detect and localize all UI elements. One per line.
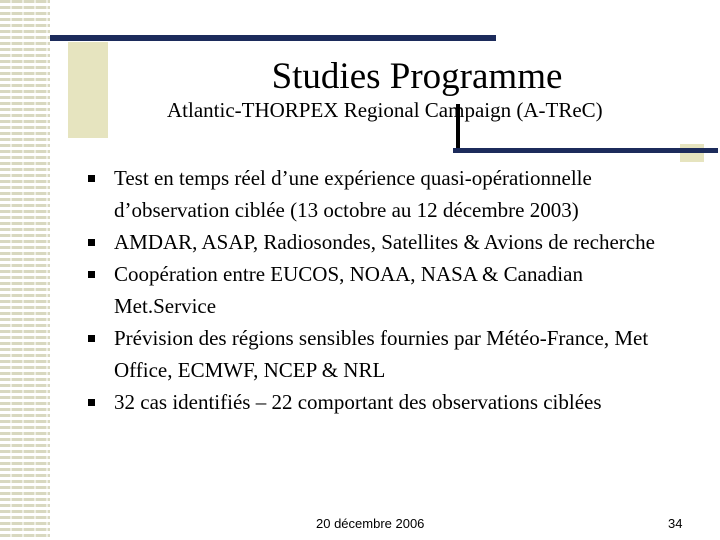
square-bullet-icon [88, 399, 95, 406]
list-item [84, 258, 684, 322]
decorative-beige-block-right [680, 144, 704, 162]
slide-title: Studies Programme [271, 56, 563, 97]
square-bullet-icon [88, 175, 95, 182]
bullet-text: Prévision des régions sensibles fournies par Météo-France, Met Office, ECMWF, NCEP & NRL [114, 326, 649, 382]
list-item [84, 162, 684, 226]
list-item [84, 322, 684, 386]
bullet-list [84, 162, 684, 418]
square-bullet-icon [88, 271, 95, 278]
footer-date: 20 décembre 2006 [316, 516, 425, 531]
decorative-horizontal-line [453, 148, 718, 153]
bullet-text: 32 cas identifiés – 22 comportant des observations ciblées [114, 390, 602, 414]
square-bullet-icon [88, 239, 95, 246]
list-item [84, 226, 684, 258]
decorative-top-line [50, 35, 496, 41]
page-number: 34 [668, 516, 683, 531]
bullet-text: Coopération entre EUCOS, NOAA, NASA & Canadian Met.Service [114, 262, 583, 318]
square-bullet-icon [88, 335, 95, 342]
bullet-text: AMDAR, ASAP, Radiosondes, Satellites & Avions de recherche [114, 230, 655, 254]
list-item [84, 386, 684, 418]
slide-subtitle: Atlantic-THORPEX Regional Campaign (A-TReC) [167, 98, 603, 122]
bullet-text: Test en temps réel d’une expérience quasi-opérationnelle d’observation ciblée (13 octobre au 12 décembre 2003) [114, 166, 592, 222]
